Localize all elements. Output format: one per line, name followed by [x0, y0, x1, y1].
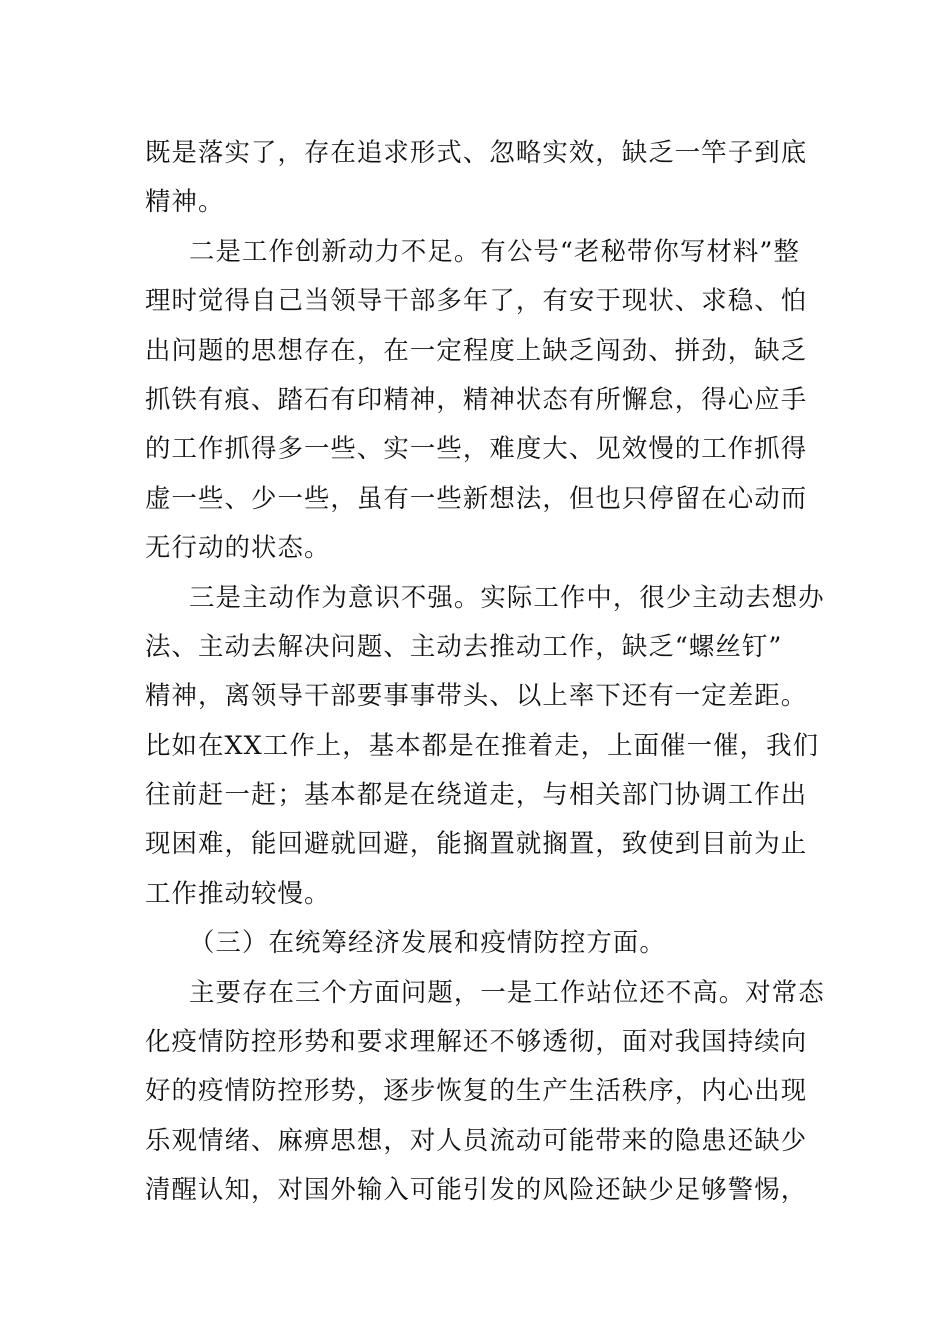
text-line: 比如在XX工作上，基本都是在推着走，上面催一催，我们 — [145, 729, 820, 760]
text-line: 好的疫情防控形势，逐步恢复的生产生活秩序，内心出现 — [145, 1075, 808, 1106]
text-line: 主要存在三个方面问题，一是工作站位还不高。对常态 — [189, 976, 825, 1007]
text-line: 二是工作创新动力不足。有公号“老秘带你写材料”整 — [189, 235, 800, 266]
text-line: 工作推动较慢。 — [145, 877, 331, 908]
text-line: 的工作抓得多一些、实一些，难度大、见效慢的工作抓得 — [145, 433, 808, 464]
text-line: 虚一些、少一些，虽有一些新想法，但也只停留在心动而 — [145, 482, 808, 513]
text-line: 乐观情绪、麻痹思想，对人员流动可能带来的隐患还缺少 — [145, 1124, 808, 1155]
text-line: 抓铁有痕、踏石有印精神，精神状态有所懈怠，得心应手 — [145, 383, 808, 414]
text-line: 既是落实了，存在追求形式、忽略实效，缺乏一竿子到底 — [145, 137, 808, 167]
text-line: 法、主动去解决问题、主动去推动工作，缺乏“螺丝钉” — [145, 630, 783, 661]
text-line: 精神，离领导干部要事事带头、以上率下还有一定差距。 — [145, 680, 808, 711]
text-line: 精神。 — [145, 186, 225, 217]
text-line: 往前赶一赶；基本都是在绕道走，与相关部门协调工作出 — [145, 779, 808, 810]
text-line: 理时觉得自己当领导干部多年了，有安于现状、求稳、怕 — [145, 285, 808, 316]
text-line: 无行动的状态。 — [145, 532, 331, 563]
text-line: 化疫情防控形势和要求理解还不够透彻，面对我国持续向 — [145, 1026, 808, 1057]
text-line: 出问题的思想存在，在一定程度上缺乏闯劲、拼劲，缺乏 — [145, 334, 808, 365]
text-line: 清醒认知，对国外输入可能引发的风险还缺少足够警惕， — [145, 1174, 808, 1205]
document-body — [145, 128, 825, 1215]
text-line: 三是主动作为意识不强。实际工作中，很少主动去想办 — [189, 581, 825, 612]
text-line: 现困难，能回避就回避，能搁置就搁置，致使到目前为止 — [145, 828, 808, 859]
text-line: （三）在统筹经济发展和疫情防控方面。 — [189, 927, 666, 958]
